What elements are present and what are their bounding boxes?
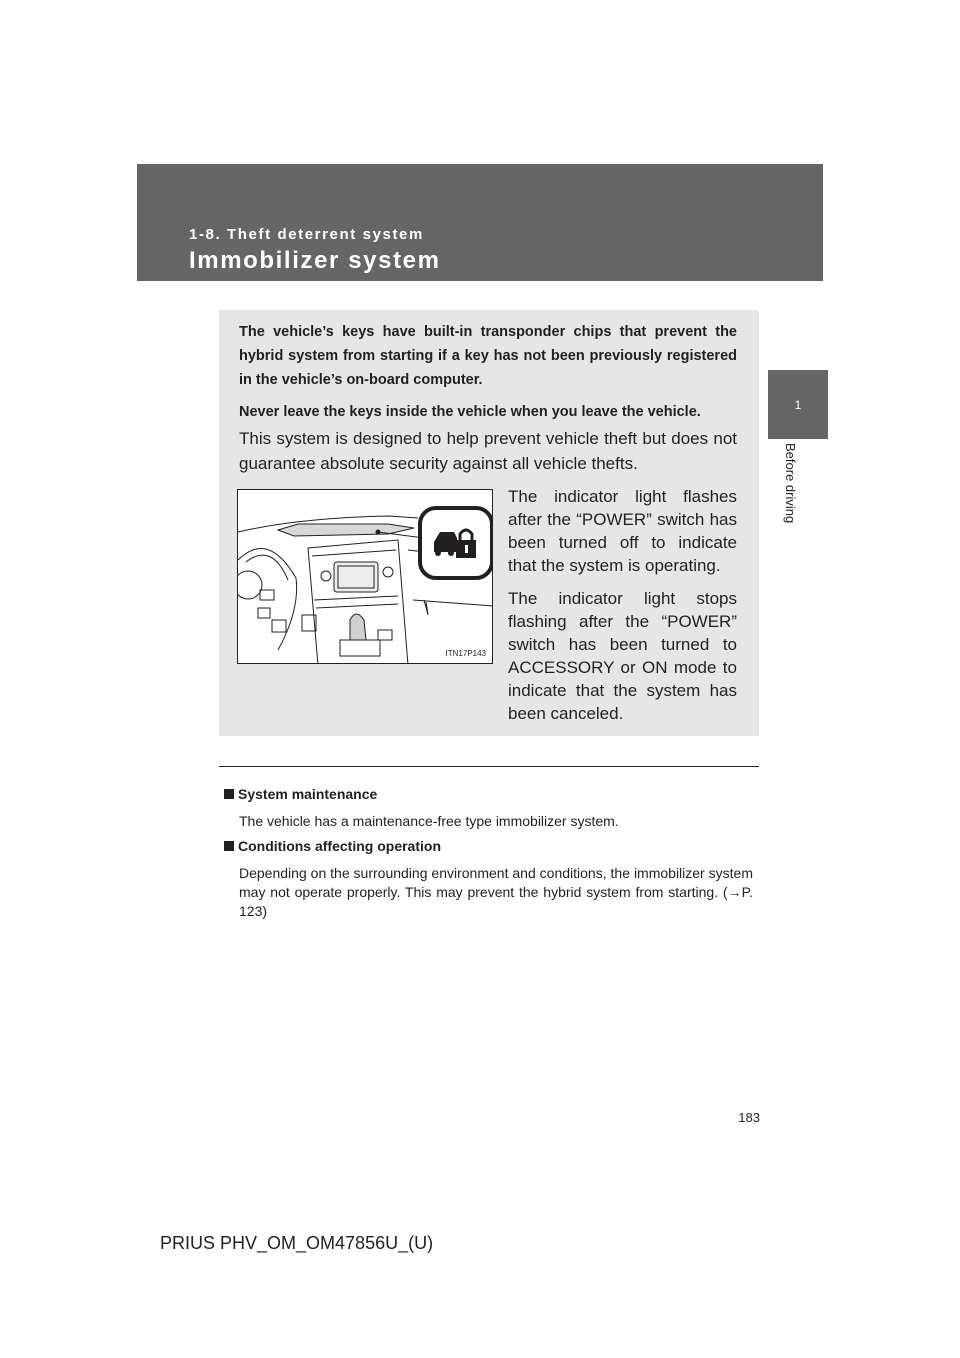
section-header (137, 164, 823, 281)
bullet-square-icon (224, 789, 234, 799)
intro-line-1: The vehicle’s keys have built-in transponder chips that prevent the hybrid system from starting if a key has not been previously registered in the vehicle’s on-board computer. (239, 324, 737, 388)
description-paragraph: This system is designed to help prevent vehicle theft but does not guarantee absolute security against all vehicle thefts. (239, 429, 737, 473)
dashboard-drawing (238, 490, 493, 664)
intro-text (239, 320, 737, 432)
note-body-conditions: Depending on the surrounding environment and conditions, the immobilizer system may not operate properly. This may prevent the hybrid system from starting. (→P. 123) (239, 865, 753, 919)
note-heading-text: System maintenance (238, 786, 378, 802)
chapter-tab[interactable] (768, 370, 828, 439)
page-number: 183 (738, 1110, 760, 1125)
page-title: Immobilizer system (189, 247, 441, 274)
note-heading-text: Conditions affecting operation (238, 838, 441, 854)
indicator-description (508, 485, 737, 735)
divider (219, 766, 759, 767)
note-heading-conditions (224, 838, 441, 854)
note-heading-maintenance (224, 786, 377, 802)
document-id: PRIUS PHV_OM_OM47856U_(U) (160, 1233, 434, 1253)
chapter-label: Before driving (783, 443, 798, 524)
dashboard-illustration (237, 489, 493, 664)
note-body-maintenance: The vehicle has a maintenance-free type immobilizer system. (239, 813, 619, 829)
indicator-text-2: The indicator light stops flashing after the “POWER” switch has been turned to ACCESSORY or ON mode to indicate that the system has been canceled. (508, 589, 737, 723)
figure-code: ITN17P143 (445, 649, 486, 658)
bullet-square-icon (224, 841, 234, 851)
indicator-text-1: The indicator light flashes after the “POWER” switch has been turned off to indicate that the system is operating. (508, 487, 737, 575)
chapter-number: 1 (794, 397, 802, 412)
intro-line-2: Never leave the keys inside the vehicle when you leave the vehicle. (239, 404, 701, 420)
section-label: 1-8. Theft deterrent system (189, 226, 424, 243)
